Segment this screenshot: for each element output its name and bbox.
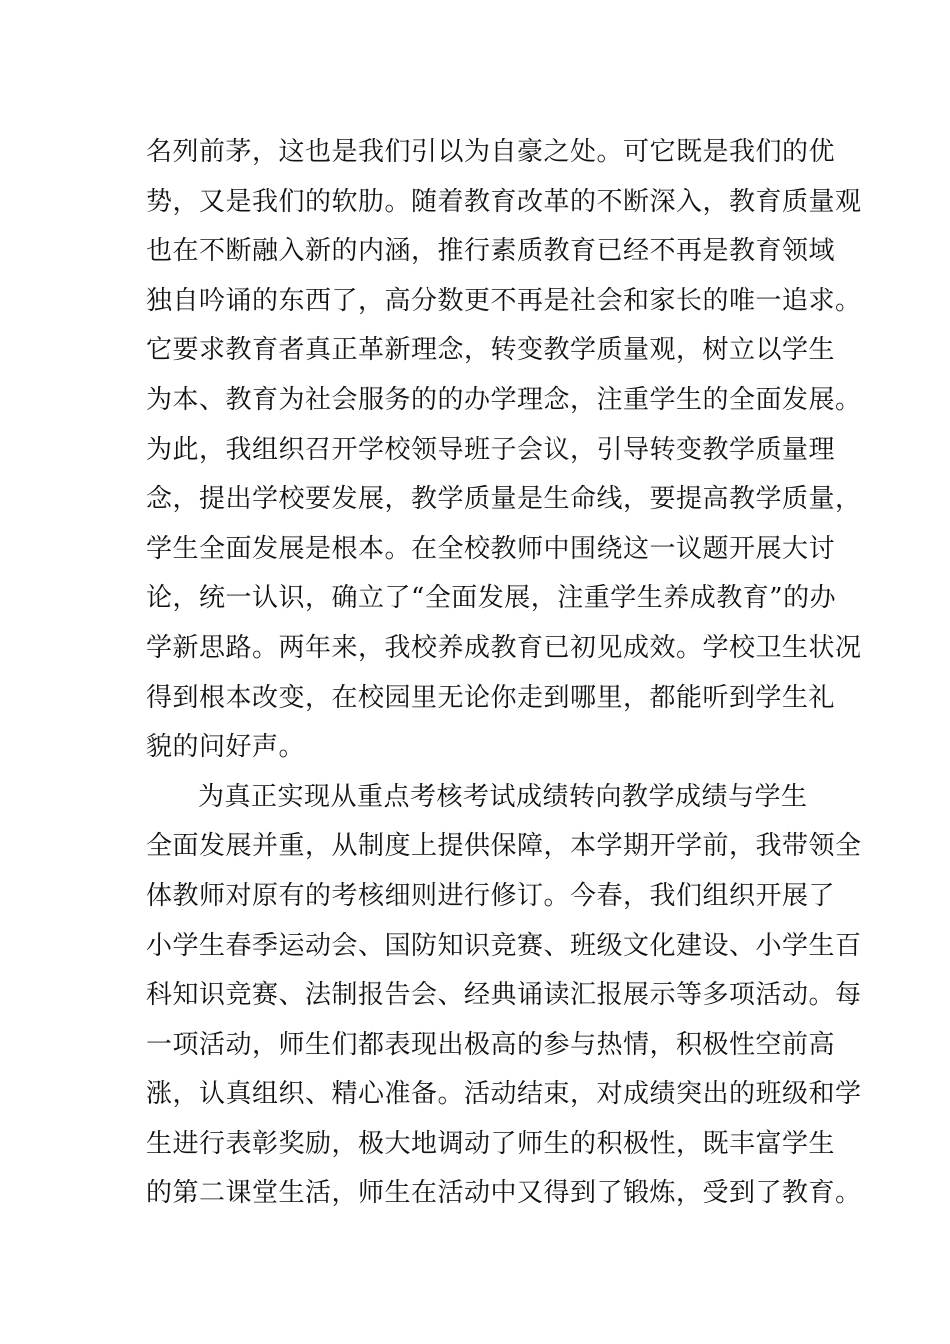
text-line: 全面发展并重，从制度上提供保障，本学期开学前，我带领全: [146, 831, 862, 862]
text-line: 学生全面发展是根本。在全校教师中围绕这一议题开展大讨: [146, 533, 836, 564]
paragraph-2: [146, 773, 862, 1219]
text-line: 名列前茅，这也是我们引以为自豪之处。可它既是我们的优: [146, 137, 836, 167]
text-line: 念，提出学校要发展，教学质量是生命线，要提高教学质量，: [146, 484, 862, 515]
text-line: 也在不断融入新的内涵，推行素质教育已经不再是教育领域: [146, 236, 836, 267]
text-line: 为本、教育为社会服务的的办学理念，注重学生的全面发展。: [146, 384, 862, 415]
text-line: 貌的问好声。: [146, 732, 306, 763]
text-line: 科知识竞赛、法制报告会、经典诵读汇报展示等多项活动。每: [146, 980, 862, 1011]
text-line: 得到根本改变，在校园里无论你走到哪里，都能听到学生礼: [146, 682, 836, 713]
text-line: 体教师对原有的考核细则进行修订。今春，我们组织开展了: [146, 880, 836, 911]
text-line: 学新思路。两年来，我校养成教育已初见成效。学校卫生状况: [146, 632, 862, 663]
body-text: [146, 128, 862, 1219]
text-line: 为真正实现从重点考核考试成绩转向教学成绩与学生: [198, 781, 808, 812]
paragraph-1: [146, 128, 862, 773]
text-line: 为此，我组织召开学校领导班子会议，引导转变教学质量理: [146, 434, 836, 465]
text-line: 独自吟诵的东西了，高分数更不再是社会和家长的唯一追求。: [146, 285, 862, 316]
text-line: 生进行表彰奖励，极大地调动了师生的积极性，既丰富学生: [146, 1128, 836, 1159]
text-line: 论，统一认识，确立了“全面发展，注重学生养成教育”的办: [146, 583, 837, 614]
text-line: 小学生春季运动会、国防知识竞赛、班级文化建设、小学生百: [146, 930, 862, 961]
text-line: 一项活动，师生们都表现出极高的参与热情，积极性空前高: [146, 1029, 836, 1060]
text-line: 涨，认真组织、精心准备。活动结束，对成绩突出的班级和学: [146, 1079, 862, 1110]
text-line: 的第二课堂生活，师生在活动中又得到了锻炼，受到了教育。: [146, 1178, 862, 1209]
text-line: 它要求教育者真正革新理念，转变教学质量观，树立以学生: [146, 335, 836, 366]
text-line: 势，又是我们的软肋。随着教育改革的不断深入，教育质量观: [146, 186, 862, 217]
